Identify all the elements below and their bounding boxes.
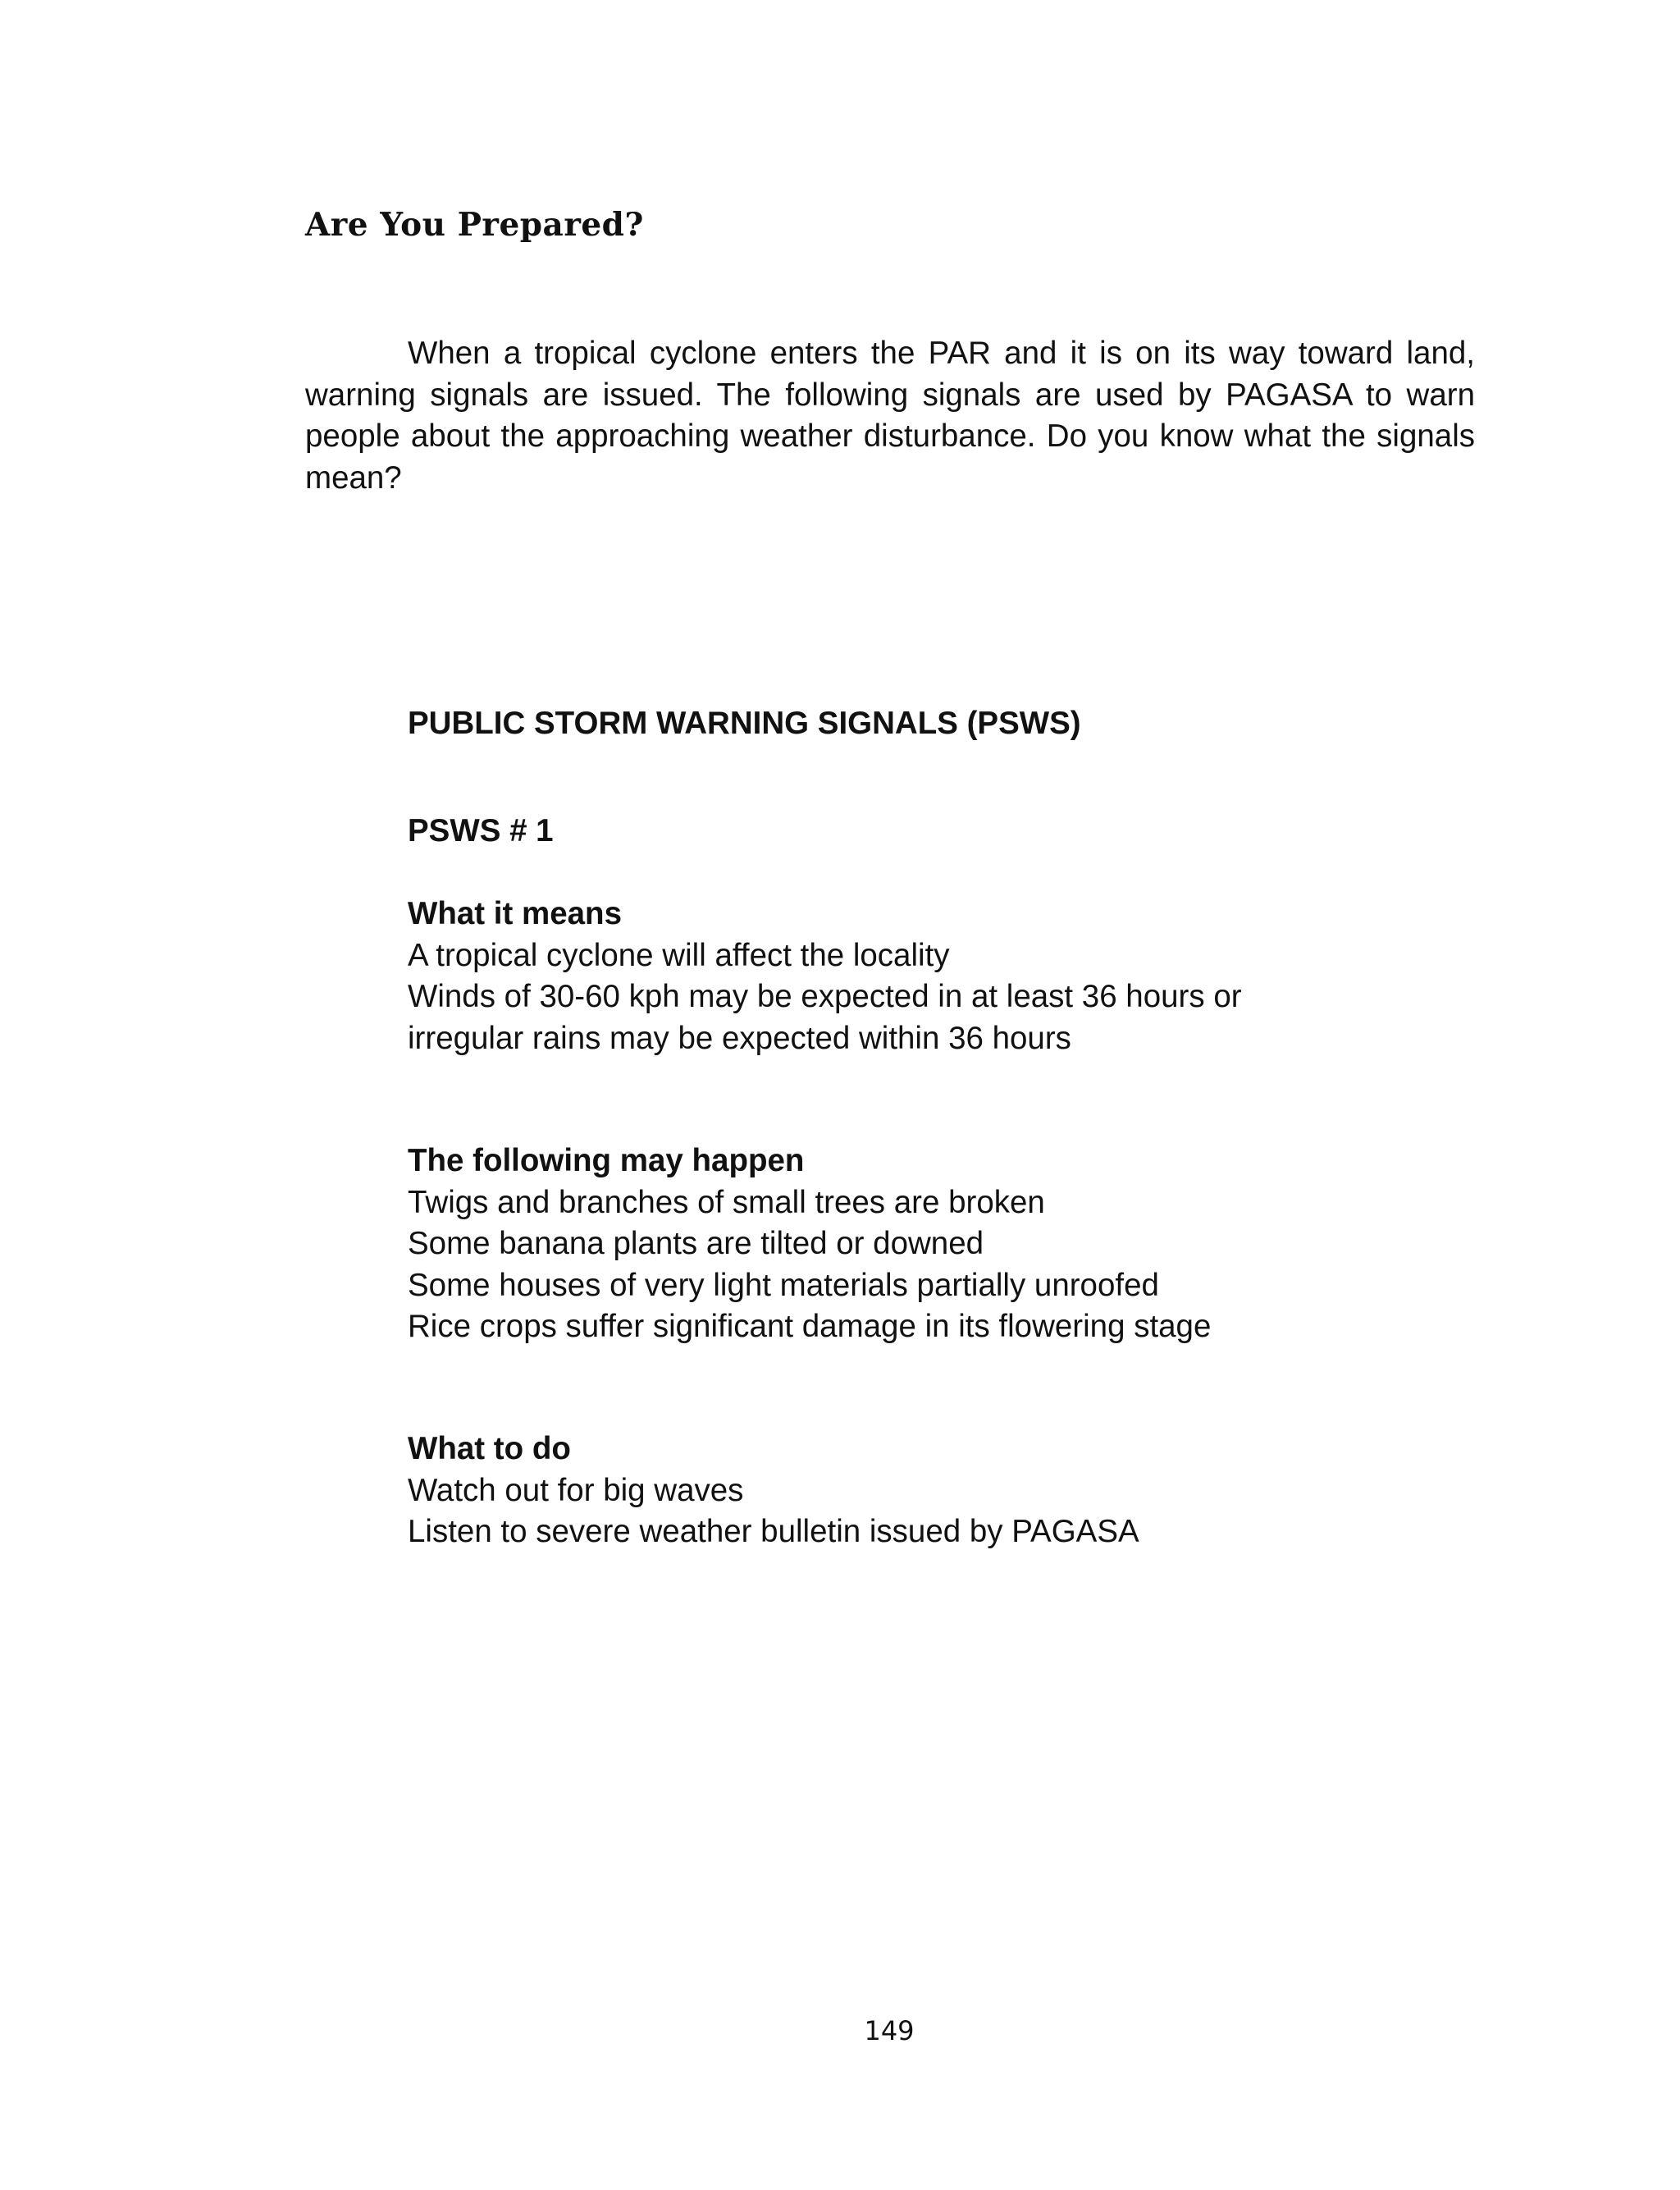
may-happen-line: Rice crops suffer significant damage in its flowering stage [408, 1309, 1212, 1344]
what-to-do-section [408, 1429, 1392, 1553]
intro-paragraph: When a tropical cyclone enters the PAR and it is on its way toward land, warning signals are issued. The following signals are used by PAGASA to warn people about the approaching weather disturbance. Do you know what the signals mean? [305, 336, 1475, 496]
what-to-do-line: Listen to severe weather bulletin issued by PAGASA [408, 1514, 1139, 1549]
what-it-means-line: A tropical cyclone will affect the locality [408, 937, 950, 973]
may-happen-heading: The following may happen [408, 1143, 805, 1178]
may-happen-line: Twigs and branches of small trees are broken [408, 1184, 1045, 1220]
may-happen-line: Some banana plants are tilted or downed [408, 1226, 984, 1261]
page-title: Are You Prepared? [305, 206, 644, 244]
what-to-do-line: Watch out for big waves [408, 1472, 744, 1508]
what-to-do-heading: What to do [408, 1431, 571, 1466]
what-it-means-line: irregular rains may be expected within 36 hours [408, 1020, 1071, 1056]
may-happen-section [408, 1141, 1392, 1348]
what-it-means-section [408, 894, 1392, 1059]
what-it-means-heading: What it means [408, 896, 622, 931]
section-title: PUBLIC STORM WARNING SIGNALS (PSWS) [408, 706, 1081, 741]
page-number: 149 [864, 2015, 915, 2046]
signal-label: PSWS # 1 [408, 813, 554, 848]
what-it-means-line: Winds of 30-60 kph may be expected in at least 36 hours or [408, 979, 1242, 1014]
may-happen-line: Some houses of very light materials partially unroofed [408, 1267, 1159, 1303]
